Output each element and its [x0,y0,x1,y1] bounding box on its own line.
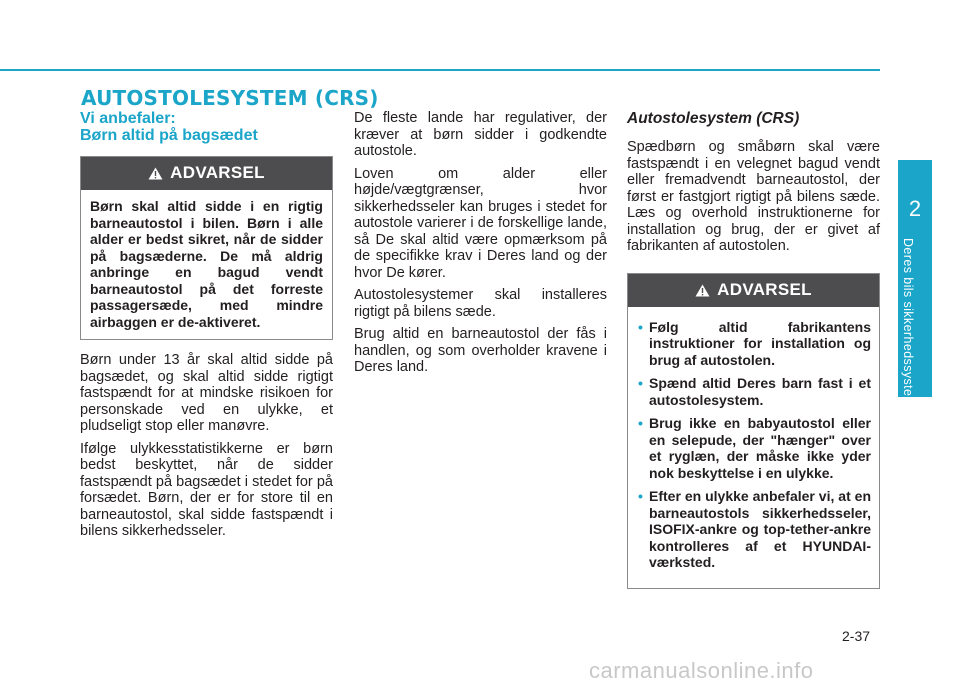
warning-title: ADVARSEL [717,279,812,299]
warning-triangle-icon [148,167,163,180]
warning-box [80,156,333,340]
warning-box [627,273,880,589]
warning-header [81,157,332,190]
watermark: carmanualsonline.info [589,658,814,683]
warning-title: ADVARSEL [170,163,265,183]
subheading-line-1: Vi anbefaler: [80,110,176,127]
paragraph: Ifølge ulykkesstatistikkerne er børn bedst beskyttet, når de sidder fastspændt på bagsædet i stedet for på forsædet. Børn, der er for store til en barneautostol, skal sidde fastspændt i bilens sikkerhedsseler. [80,440,333,539]
paragraph: Spædbørn og småbørn skal være fastspændt i en velegnet bagud vendt eller fremadvendt barneautostol, der først er fastgjort rigtigt på bilens sæde. Læs og overhold instruktionerne for installation og brug, der er givet af fabrikanten af autostolen. [627,139,880,254]
subheading [80,110,333,144]
warning-item: • Følg altid fabrikantens instruktioner for installation og brug af autostolen. [638,319,871,369]
paragraph: De fleste lande har regulativer, der kræver at børn sidder i godkendte autostole. [354,110,607,159]
chapter-label: Deres bils sikkerhedssystem [901,238,915,408]
chapter-tab [898,160,932,408]
warning-item: • Brug ikke en babyautostol eller en selepude, der "hænger" over et ryglæn, der måske ikke yder nok beskyttelse i en ulykke. [638,415,871,481]
paragraph: Autostolesystemer skal installeres rigtigt på bilens sæde. [354,287,607,320]
warning-item: • Efter en ulykke anbefaler vi, at en barneautostols sikkerhedsseler, ISOFIX-ankre og top-tether-ankre kontrolleres af et HYUNDAI-værksted. [638,488,871,571]
warning-triangle-icon [695,284,710,297]
chapter-number: 2 [908,196,922,221]
paragraph: Børn under 13 år skal altid sidde på bagsædet, og skal altid sidde rigtigt fastspændt for at mindske risikoen for personskade ved en ulykke, et pludseligt stop eller manøvre. [80,352,333,434]
paragraph: Brug altid en barneautostol der fås i handlen, og som overholder kravene i Deres land. [354,326,607,375]
warning-header [628,274,879,307]
warning-list [628,307,879,588]
column-1 [80,110,333,546]
section-heading: Autostolesystem (CRS) [627,110,800,127]
column-3 [627,110,880,601]
section-title: AUTOSTOLESYSTEM (CRS) [81,86,379,110]
warning-text: Børn skal altid sidde i en rigtig barneautostol i bilen. Børn i alle alder er bedst sikret, når de sidder på bagsæderne. De må aldrig anbringe en bagud vendt barneautostol på det forreste passagersæde, med mindre airbaggen er de-aktiveret. [90,198,323,330]
paragraph: Loven om alder eller højde/vægtgrænser, hvor sikkerhedsseler kan bruges i stedet for autostole varierer i de forskellige lande, så De skal altid være opmærksom på de specifikke krav i Deres land og der hvor De kører. [354,165,607,281]
top-rule [0,69,880,71]
subheading-line-2: Børn altid på bagsædet [80,127,258,144]
page-number: 2-37 [842,628,871,644]
column-2 [354,110,607,382]
warning-item: • Spænd altid Deres barn fast i et autostolesystem. [638,375,871,408]
